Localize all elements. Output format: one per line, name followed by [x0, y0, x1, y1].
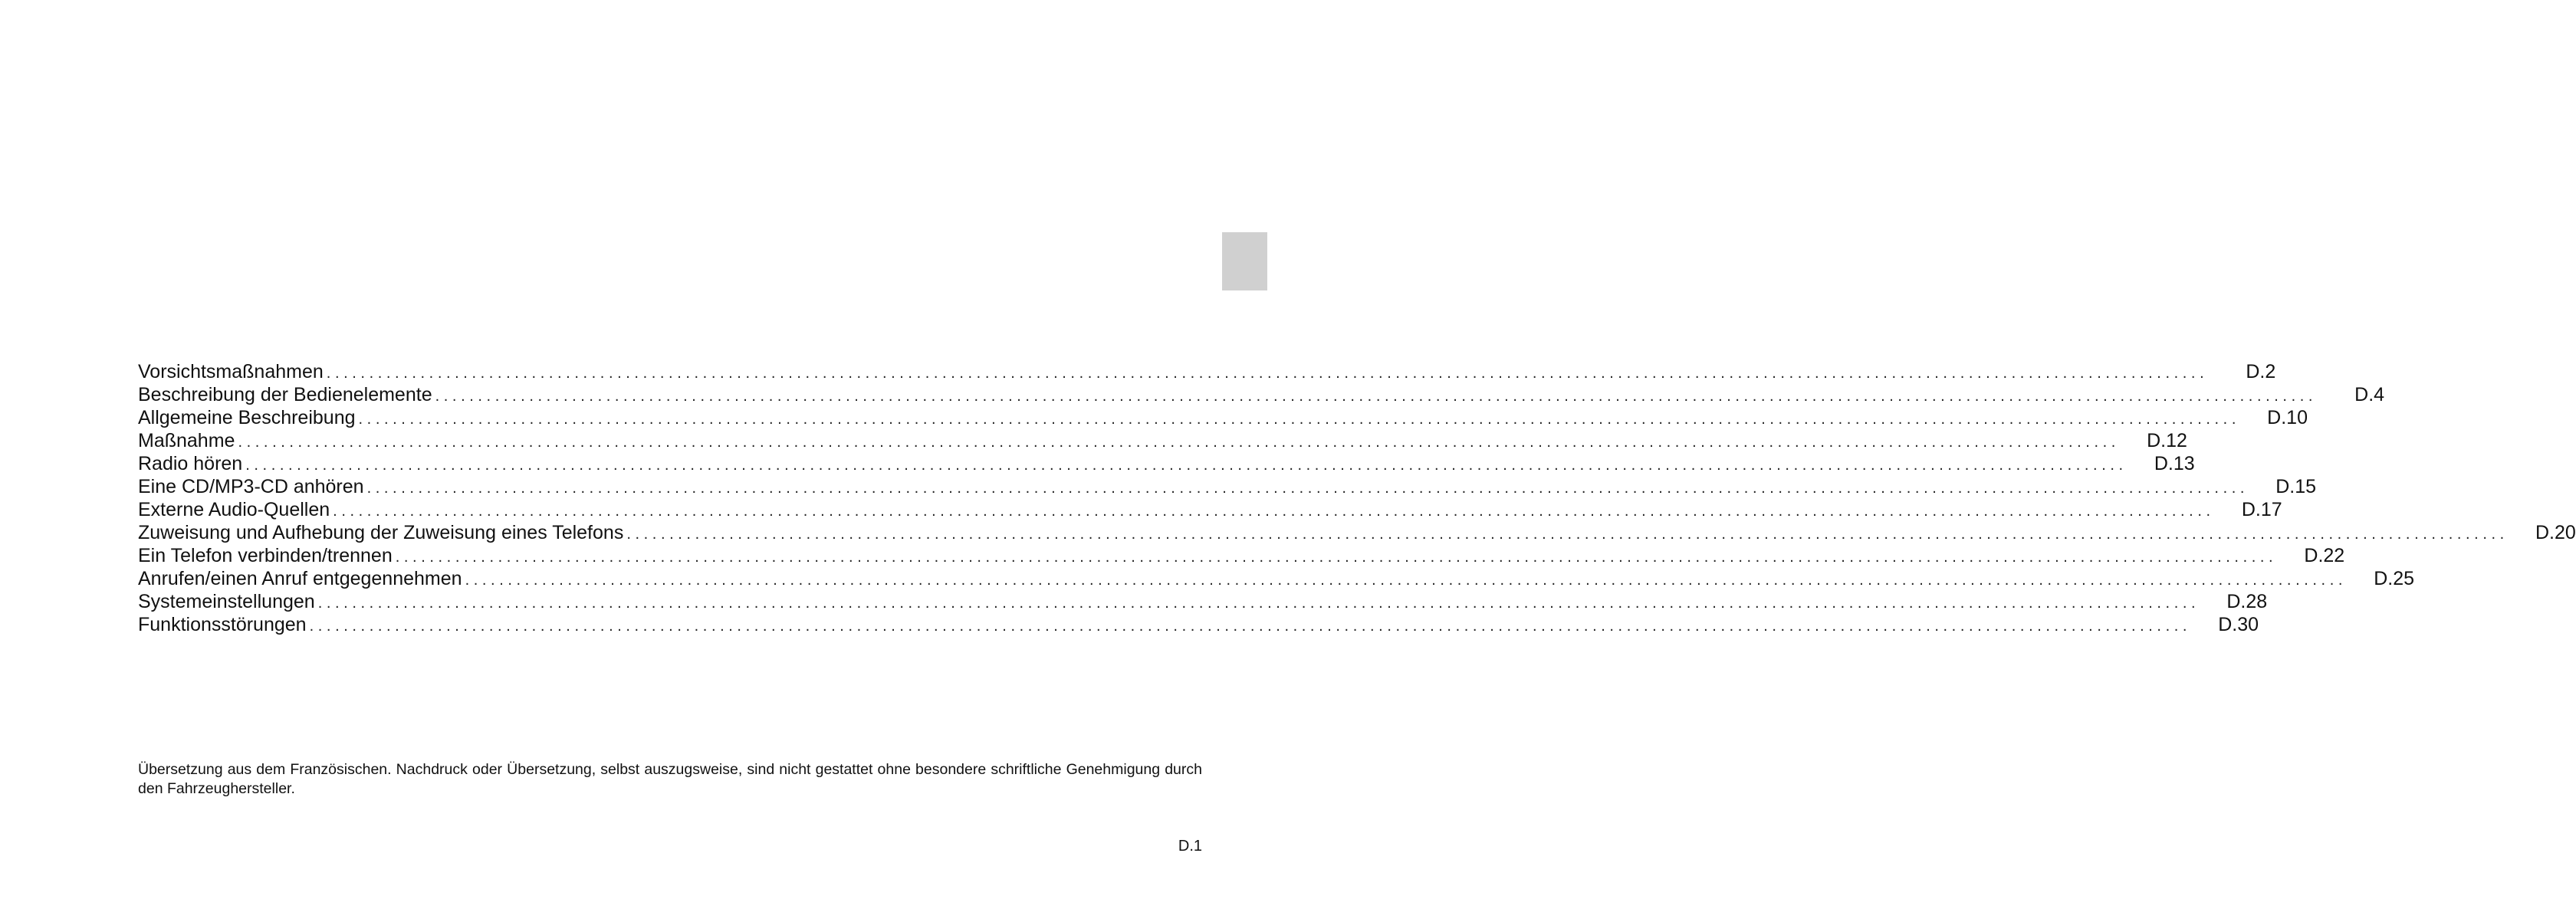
- toc-entry[interactable]: [138, 406, 2308, 429]
- toc-entry[interactable]: [138, 613, 2259, 636]
- toc-entry-page: D.13: [2154, 453, 2195, 474]
- toc-entry-label: Maßnahme: [138, 430, 235, 451]
- toc-dot-leader: ............................................................................................................................................................................................................................: [626, 526, 2509, 543]
- page-number: D.1: [1178, 838, 1202, 855]
- toc-dot-leader: ............................................................................................................................................................................................................................: [309, 618, 2192, 635]
- table-of-contents: [138, 360, 2576, 636]
- toc-entry-page: D.2: [2246, 361, 2276, 382]
- toc-entry-page: D.22: [2304, 545, 2345, 566]
- toc-entry[interactable]: [138, 544, 2345, 567]
- toc-entry-label: Funktionsstörungen: [138, 614, 307, 635]
- toc-entry[interactable]: [138, 429, 2187, 452]
- toc-entry[interactable]: [138, 567, 2415, 590]
- chapter-tab-marker: [1222, 232, 1267, 290]
- toc-dot-leader: ............................................................................................................................................................................................................................: [245, 457, 2128, 474]
- toc-entry-label: Externe Audio-Quellen: [138, 499, 330, 520]
- toc-entry-page: D.25: [2374, 568, 2415, 589]
- toc-entry-label: Radio hören: [138, 453, 243, 474]
- toc-dot-leader: ............................................................................................................................................................................................................................: [238, 434, 2120, 451]
- toc-entry-label: Zuweisung und Aufhebung der Zuweisung eines Telefons: [138, 522, 624, 543]
- toc-entry-page: D.4: [2354, 384, 2385, 405]
- toc-entry-page: D.28: [2226, 591, 2268, 612]
- toc-entry-page: D.12: [2147, 430, 2187, 451]
- toc-dot-leader: ............................................................................................................................................................................................................................: [465, 572, 2348, 589]
- toc-entry[interactable]: [138, 383, 2385, 406]
- toc-dot-leader: ............................................................................................................................................................................................................................: [333, 503, 2215, 520]
- toc-entry-label: Systemeinstellungen: [138, 591, 315, 612]
- toc-entry[interactable]: [138, 590, 2268, 613]
- toc-entry[interactable]: [138, 452, 2195, 475]
- toc-dot-leader: ............................................................................................................................................................................................................................: [326, 365, 2209, 382]
- toc-dot-leader: ............................................................................................................................................................................................................................: [317, 595, 2200, 612]
- toc-entry[interactable]: [138, 360, 2276, 383]
- toc-dot-leader: ............................................................................................................................................................................................................................: [395, 549, 2278, 566]
- toc-entry-label: Ein Telefon verbinden/trennen: [138, 545, 393, 566]
- toc-entry[interactable]: [138, 521, 2576, 544]
- toc-dot-leader: ............................................................................................................................................................................................................................: [358, 411, 2240, 428]
- toc-entry-page: D.30: [2218, 614, 2259, 635]
- toc-entry-label: Vorsichtsmaßnahmen: [138, 361, 324, 382]
- toc-entry[interactable]: [138, 498, 2282, 521]
- toc-entry-page: D.10: [2267, 407, 2308, 428]
- toc-entry-page: D.17: [2241, 499, 2282, 520]
- toc-entry-label: Anrufen/einen Anruf entgegennehmen: [138, 568, 462, 589]
- translation-copyright-note: Übersetzung aus dem Französischen. Nachdruck oder Übersetzung, selbst auszugsweise, sind nicht gestattet ohne besondere schriftliche Genehmigung durch den Fahrzeughersteller.: [138, 761, 1202, 797]
- toc-entry-label: Allgemeine Beschreibung: [138, 407, 356, 428]
- toc-entry-page: D.15: [2275, 476, 2317, 497]
- toc-entry-page: D.20: [2535, 522, 2576, 543]
- toc-dot-leader: ............................................................................................................................................................................................................................: [435, 388, 2318, 405]
- toc-entry[interactable]: [138, 475, 2317, 498]
- toc-entry-label: Beschreibung der Bedienelemente: [138, 384, 432, 405]
- toc-entry-label: Eine CD/MP3-CD anhören: [138, 476, 364, 497]
- toc-dot-leader: ............................................................................................................................................................................................................................: [366, 480, 2249, 497]
